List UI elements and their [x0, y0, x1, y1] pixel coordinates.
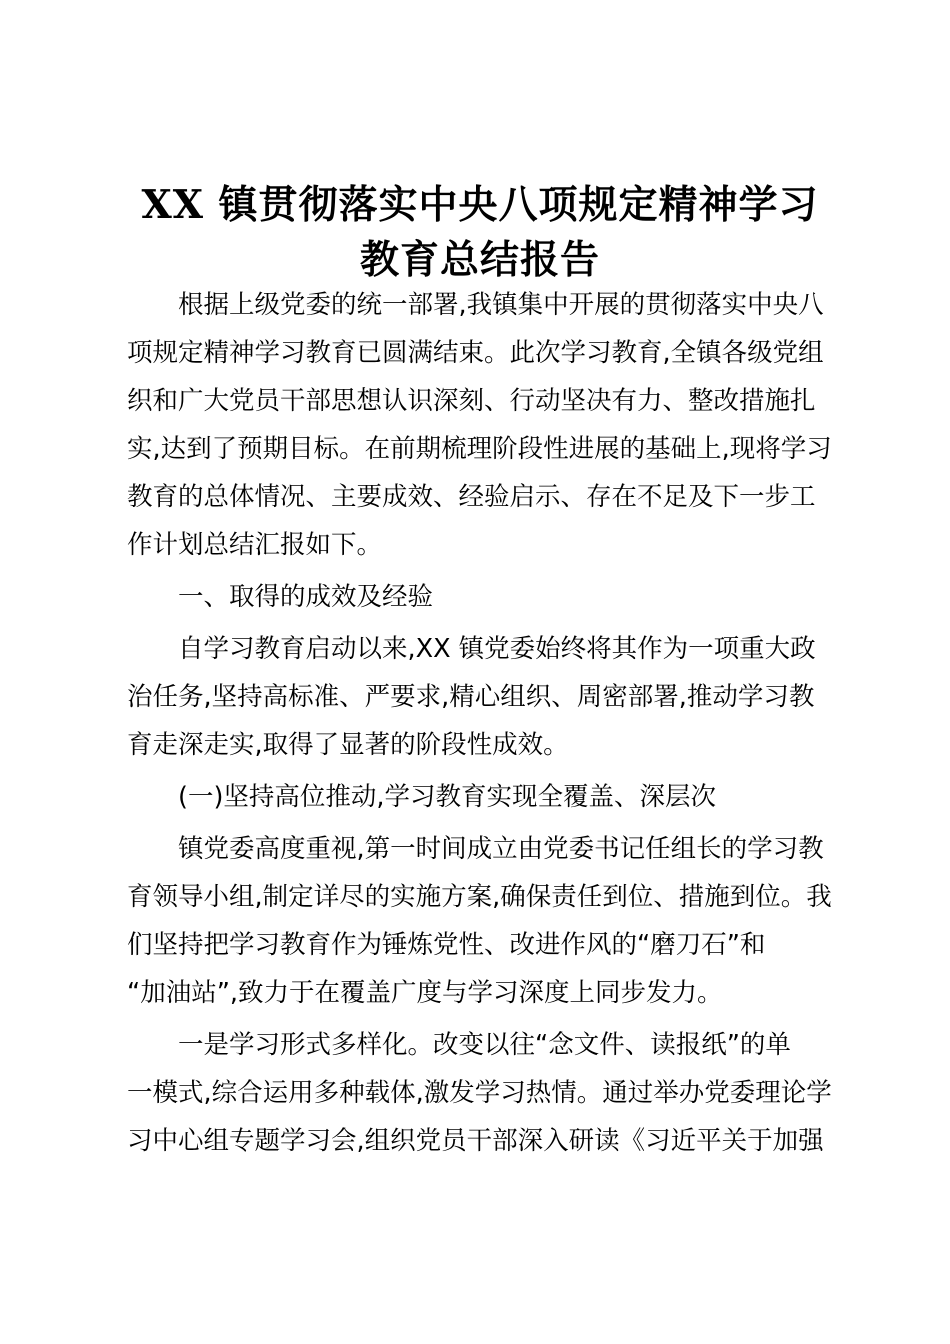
title-line-2: 教育总结报告 [359, 237, 600, 283]
section-heading [127, 573, 833, 621]
paragraph-line: 项规定精神学习教育已圆满结束。此次学习教育,全镇各级党组 [127, 338, 824, 368]
title-line-1: XX 镇贯彻落实中央八项规定精神学习 [141, 182, 819, 228]
paragraph-line: 育走深走实,取得了显著的阶段性成效。 [127, 730, 569, 760]
paragraph-line: 作计划总结汇报如下。 [127, 530, 383, 560]
paragraph-line: 教育的总体情况、主要成效、经验启示、存在不足及下一步工 [127, 482, 816, 512]
paragraph-line: 自学习教育启动以来,XX 镇党委始终将其作为一项重大政 [178, 634, 816, 664]
paragraph-line: “加油站”,致力于在覆盖广度与学习深度上同步发力。 [127, 978, 723, 1008]
document-title [110, 178, 850, 288]
paragraph-line: 治任务,坚持高标准、严要求,精心组织、周密部署,推动学习教 [127, 682, 815, 712]
paragraph-line: 们坚持把学习教育作为锤炼党性、改进作风的“磨刀石”和 [127, 930, 766, 960]
point-paragraph [127, 1021, 833, 1165]
paragraph-line: 育领导小组,制定详尽的实施方案,确保责任到位、措施到位。我 [127, 882, 832, 912]
subsection-heading-text: (一)坚持高位推动,学习教育实现全覆盖、深层次 [178, 782, 717, 812]
subsection-paragraph [127, 825, 833, 1017]
paragraph-line: 实,达到了预期目标。在前期梳理阶段性进展的基础上,现将学习 [127, 434, 832, 464]
document-body [127, 281, 833, 1165]
section-intro-paragraph [127, 625, 833, 769]
paragraph-line: 镇党委高度重视,第一时间成立由党委书记任组长的学习教 [178, 834, 824, 864]
paragraph-line: 一是学习形式多样化。改变以往“念文件、读报纸”的单 [178, 1030, 791, 1060]
paragraph-line: 一模式,综合运用多种载体,激发学习热情。通过举办党委理论学 [127, 1078, 832, 1108]
section-heading-text: 一、取得的成效及经验 [178, 582, 434, 612]
intro-paragraph [127, 281, 833, 569]
subsection-heading [127, 773, 833, 821]
paragraph-line: 习中心组专题学习会,组织党员干部深入研读《习近平关于加强 [127, 1126, 824, 1156]
paragraph-line: 织和广大党员干部思想认识深刻、行动坚决有力、整改措施扎 [127, 386, 816, 416]
paragraph-line: 根据上级党委的统一部署,我镇集中开展的贯彻落实中央八 [178, 290, 824, 320]
